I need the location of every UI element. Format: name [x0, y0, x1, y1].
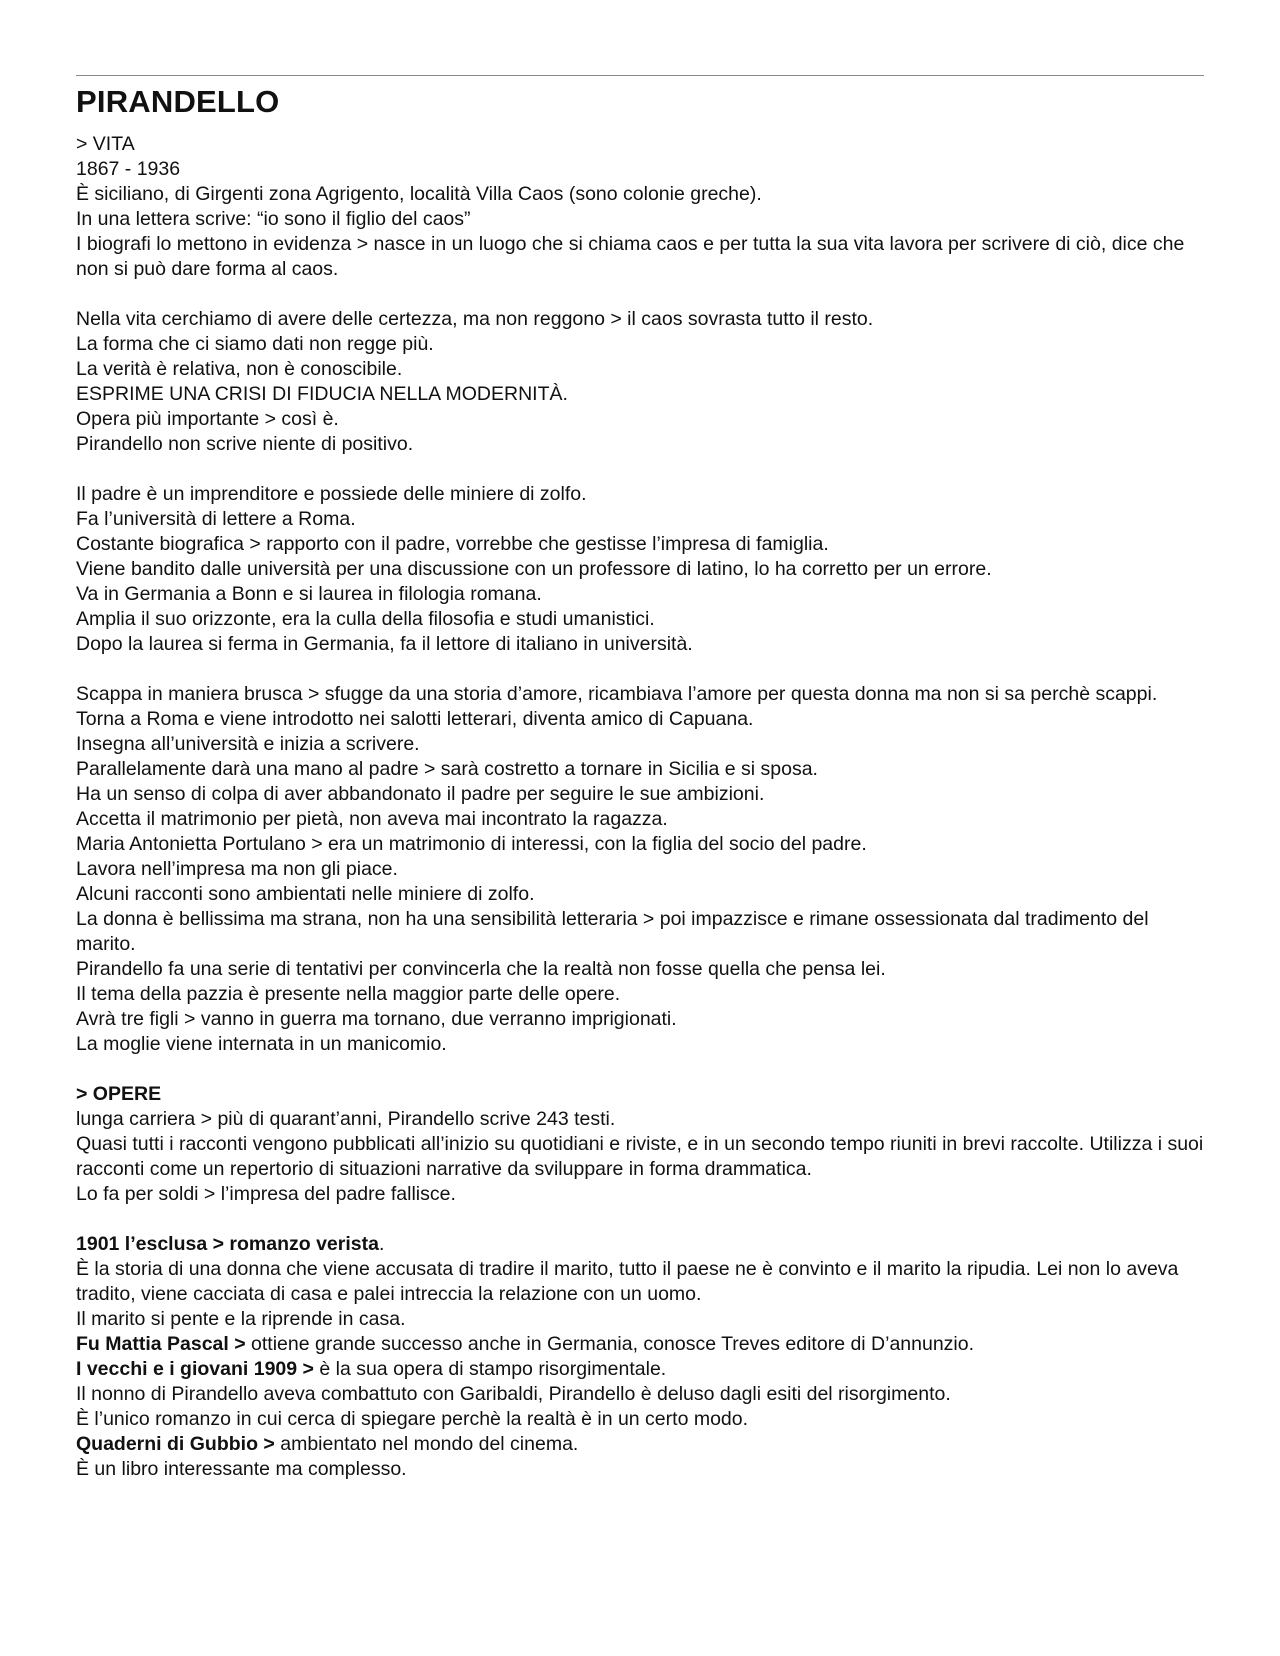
paragraph-line: È un libro interessante ma complesso.: [76, 1458, 407, 1480]
paragraph-line: I biografi lo mettono in evidenza > nasce in un luogo che si chiama caos e per tutta la sua vita lavora per scrivere di ciò, dice che non si può dare forma al caos.: [76, 233, 1185, 280]
paragraph-line: Pirandello non scrive niente di positivo.: [76, 433, 414, 455]
work-description: è la sua opera di stampo risorgimentale.: [313, 1358, 667, 1380]
paragraph-line: Va in Germania a Bonn e si laurea in filologia romana.: [76, 583, 542, 605]
paragraph-gap: [76, 1057, 1204, 1082]
work-description: ambientato nel mondo del cinema.: [274, 1433, 579, 1455]
paragraph-line: È siciliano, di Girgenti zona Agrigento, località Villa Caos (sono colonie greche).: [76, 183, 762, 205]
paragraph-line: È la storia di una donna che viene accusata di tradire il marito, tutto il paese ne è convinto e il marito la ripudia. Lei non lo aveva tradito, viene cacciata di casa e palei intreccia la relazione con un uomo.: [76, 1258, 1179, 1305]
paragraph-line: Nella vita cerchiamo di avere delle certezza, ma non reggono > il caos sovrasta tutto il resto.: [76, 308, 874, 330]
work-title: Quaderni di Gubbio >: [76, 1433, 275, 1455]
paragraph-line: Parallelamente darà una mano al padre > sarà costretto a tornare in Sicilia e si sposa.: [76, 758, 818, 780]
paragraph-gap: [76, 657, 1204, 682]
paragraph-line: Viene bandito dalle università per una discussione con un professore di latino, lo ha corretto per un errore.: [76, 558, 992, 580]
paragraph-line: La verità è relativa, non è conoscibile.: [76, 358, 403, 380]
paragraph-gap: [76, 457, 1204, 482]
paragraph-line: Il padre è un imprenditore e possiede delle miniere di zolfo.: [76, 483, 587, 505]
paragraph-line: Maria Antonietta Portulano > era un matrimonio di interessi, con la figlia del socio del padre.: [76, 833, 867, 855]
life-dates: 1867 - 1936: [76, 158, 181, 180]
paragraph-line: Il tema della pazzia è presente nella maggior parte delle opere.: [76, 983, 621, 1005]
paragraph-line: Scappa in maniera brusca > sfugge da una storia d’amore, ricambiava l’amore per questa donna ma non si sa perchè scappi.: [76, 683, 1158, 705]
work-line-quaderni-gubbio: [76, 1432, 1204, 1457]
paragraph-line: Lo fa per soldi > l’impresa del padre fallisce.: [76, 1183, 456, 1205]
paragraph-gap: [76, 282, 1204, 307]
page-title: PIRANDELLO: [76, 84, 280, 119]
paragraph-line: Quasi tutti i racconti vengono pubblicati all’inizio su quotidiani e riviste, e in un secondo tempo riuniti in brevi raccolte. Utilizza i suoi racconti come un repertorio di situazioni narrative da sviluppare in forma drammatica.: [76, 1133, 1204, 1180]
work-title: I vecchi e i giovani 1909 >: [76, 1358, 314, 1380]
paragraph-line: È l’unico romanzo in cui cerca di spiegare perchè la realtà è in un certo modo.: [76, 1408, 749, 1430]
work-title: 1901 l’esclusa > romanzo verista: [76, 1233, 379, 1255]
work-line-vecchi-giovani: [76, 1357, 1204, 1382]
paragraph-line: La donna è bellissima ma strana, non ha una sensibilità letteraria > poi impazzisce e rimane ossessionata dal tradimento del marito.: [76, 908, 1149, 955]
paragraph-line: Il nonno di Pirandello aveva combattuto con Garibaldi, Pirandello è deluso dagli esiti del risorgimento.: [76, 1383, 951, 1405]
paragraph-line: Fa l’università di lettere a Roma.: [76, 508, 356, 530]
paragraph-line: Avrà tre figli > vanno in guerra ma tornano, due verranno imprigionati.: [76, 1008, 677, 1030]
work-title-tail: .: [378, 1233, 385, 1255]
work-description: ottiene grande successo anche in Germania, conosce Treves editore di D’annunzio.: [245, 1333, 975, 1355]
paragraph-line: Lavora nell’impresa ma non gli piace.: [76, 858, 398, 880]
paragraph-line: Dopo la laurea si ferma in Germania, fa il lettore di italiano in università.: [76, 633, 693, 655]
paragraph-line: Alcuni racconti sono ambientati nelle miniere di zolfo.: [76, 883, 535, 905]
paragraph-line: Ha un senso di colpa di aver abbandonato il padre per seguire le sue ambizioni.: [76, 783, 765, 805]
paragraph-line: Il marito si pente e la riprende in casa.: [76, 1308, 406, 1330]
paragraph-line: La forma che ci siamo dati non regge più.: [76, 333, 434, 355]
paragraph-line: Insegna all’università e inizia a scrivere.: [76, 733, 420, 755]
paragraph-line: Opera più importante > così è.: [76, 408, 339, 430]
document-body: [76, 132, 1204, 1482]
section-heading-vita: > VITA: [76, 133, 135, 155]
paragraph-line: La moglie viene internata in un manicomio.: [76, 1033, 447, 1055]
work-line-mattia-pascal: [76, 1332, 1204, 1357]
paragraph-line: ESPRIME UNA CRISI DI FIDUCIA NELLA MODERNITÀ.: [76, 383, 568, 405]
section-heading-opere: > OPERE: [76, 1083, 162, 1105]
top-divider: [76, 75, 1204, 76]
paragraph-line: Costante biografica > rapporto con il padre, vorrebbe che gestisse l’impresa di famiglia.: [76, 533, 829, 555]
work-heading-esclusa: [76, 1232, 1204, 1257]
paragraph-line: lunga carriera > più di quarant’anni, Pirandello scrive 243 testi.: [76, 1108, 616, 1130]
work-title: Fu Mattia Pascal >: [76, 1333, 246, 1355]
paragraph-line: Pirandello fa una serie di tentativi per convincerla che la realtà non fosse quella che pensa lei.: [76, 958, 886, 980]
paragraph-line: In una lettera scrive: “io sono il figlio del caos”: [76, 208, 471, 230]
paragraph-line: Amplia il suo orizzonte, era la culla della filosofia e studi umanistici.: [76, 608, 655, 630]
paragraph-gap: [76, 1207, 1204, 1232]
paragraph-line: Torna a Roma e viene introdotto nei salotti letterari, diventa amico di Capuana.: [76, 708, 754, 730]
paragraph-line: Accetta il matrimonio per pietà, non aveva mai incontrato la ragazza.: [76, 808, 668, 830]
